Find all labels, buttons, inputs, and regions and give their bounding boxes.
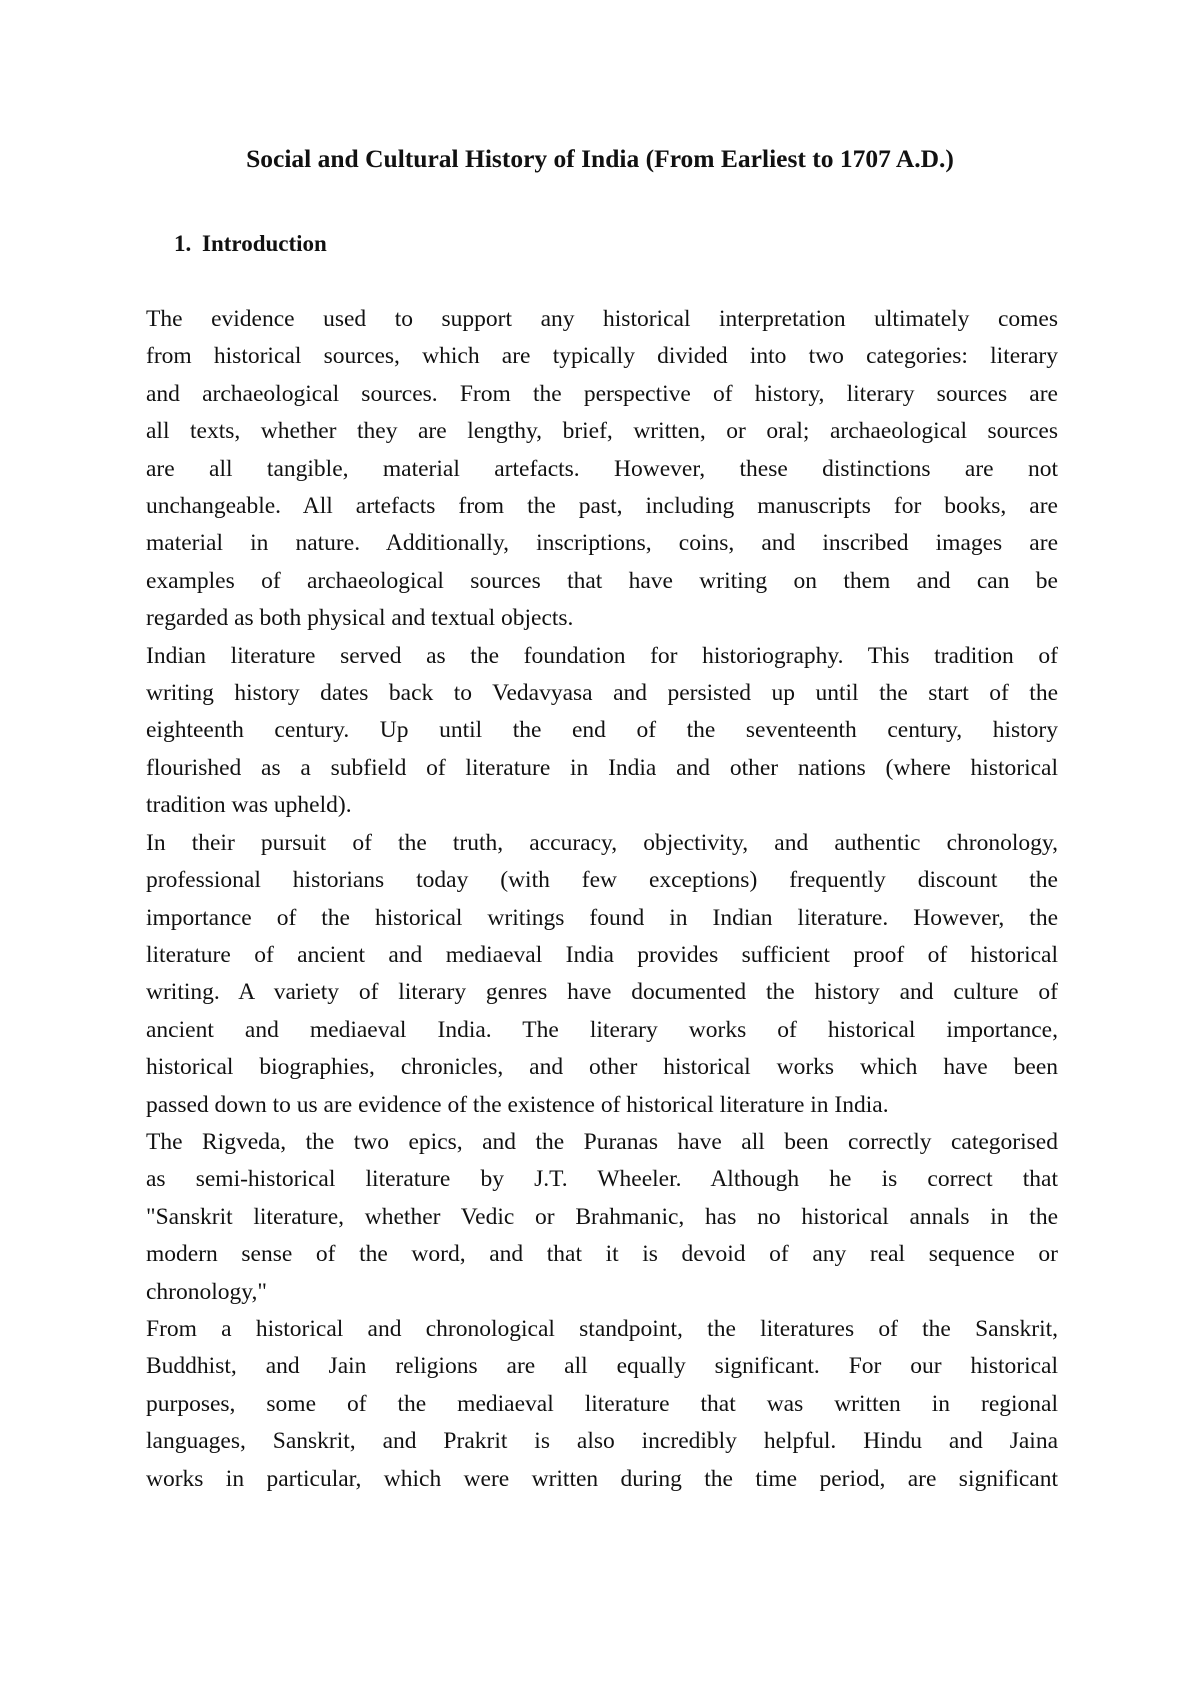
text-line: "Sanskrit literature, whether Vedic or Brahmanic, has no historical annals in the xyxy=(146,1203,1058,1230)
text-line: passed down to us are evidence of the existence of historical literature in India. xyxy=(146,1091,889,1118)
paragraph xyxy=(146,1311,1058,1498)
text-line: unchangeable. All artefacts from the past, including manuscripts for books, are xyxy=(146,493,1058,520)
text-line: writing history dates back to Vedavyasa and persisted up until the start of the xyxy=(146,680,1058,707)
text-line: chronology," xyxy=(146,1278,267,1305)
text-line: tradition was upheld). xyxy=(146,792,352,819)
text-line: In their pursuit of the truth, accuracy, objectivity, and authentic chronology, xyxy=(146,829,1058,856)
text-line: as semi-historical literature by J.T. Wheeler. Although he is correct that xyxy=(146,1166,1058,1193)
paragraph xyxy=(146,1124,1058,1311)
text-line: and archaeological sources. From the perspective of history, literary sources are xyxy=(146,380,1058,407)
text-line: ancient and mediaeval India. The literary works of historical importance, xyxy=(146,1016,1058,1043)
text-line: The evidence used to support any historical interpretation ultimately comes xyxy=(146,306,1058,332)
text-line: examples of archaeological sources that have writing on them and can be xyxy=(146,567,1058,594)
section-number: 1. xyxy=(174,231,192,256)
text-line: Indian literature served as the foundation for historiography. This tradition of xyxy=(146,642,1058,669)
section-heading xyxy=(174,228,327,260)
text-line: eighteenth century. Up until the end of the seventeenth century, history xyxy=(146,717,1058,744)
text-line: Buddhist, and Jain religions are all equally significant. For our historical xyxy=(146,1353,1058,1380)
text-line: are all tangible, material artefacts. However, these distinctions are not xyxy=(146,455,1058,482)
section-heading-text: Introduction xyxy=(202,231,327,256)
text-line: literature of ancient and mediaeval India provides sufficient proof of historical xyxy=(146,941,1058,968)
page-title: Social and Cultural History of India (From Earliest to 1707 A.D.) xyxy=(246,144,954,173)
text-line: all texts, whether they are lengthy, brief, written, or oral; archaeological sources xyxy=(146,418,1058,445)
text-line: importance of the historical writings found in Indian literature. However, the xyxy=(146,904,1058,931)
text-line: works in particular, which were written during the time period, are significant xyxy=(146,1465,1058,1492)
paragraph xyxy=(146,825,1058,1124)
text-line: purposes, some of the mediaeval literature that was written in regional xyxy=(146,1390,1058,1417)
text-line: from historical sources, which are typically divided into two categories: literary xyxy=(146,343,1058,370)
text-line: From a historical and chronological standpoint, the literatures of the Sanskrit, xyxy=(146,1315,1058,1342)
text-line: regarded as both physical and textual objects. xyxy=(146,605,574,632)
text-line: professional historians today (with few exceptions) frequently discount the xyxy=(146,867,1058,894)
text-line: material in nature. Additionally, inscriptions, coins, and inscribed images are xyxy=(146,530,1058,557)
text-line: writing. A variety of literary genres have documented the history and culture of xyxy=(146,979,1058,1006)
body-text xyxy=(146,301,1058,1498)
text-line: historical biographies, chronicles, and other historical works which have been xyxy=(146,1054,1058,1081)
text-line: languages, Sanskrit, and Prakrit is also incredibly helpful. Hindu and Jaina xyxy=(146,1428,1058,1455)
text-line: modern sense of the word, and that it is devoid of any real sequence or xyxy=(146,1241,1058,1268)
text-line: flourished as a subfield of literature in India and other nations (where historical xyxy=(146,754,1058,781)
text-line: The Rigveda, the two epics, and the Puranas have all been correctly categorised xyxy=(146,1128,1058,1155)
paragraph xyxy=(146,301,1058,638)
paragraph xyxy=(146,638,1058,825)
